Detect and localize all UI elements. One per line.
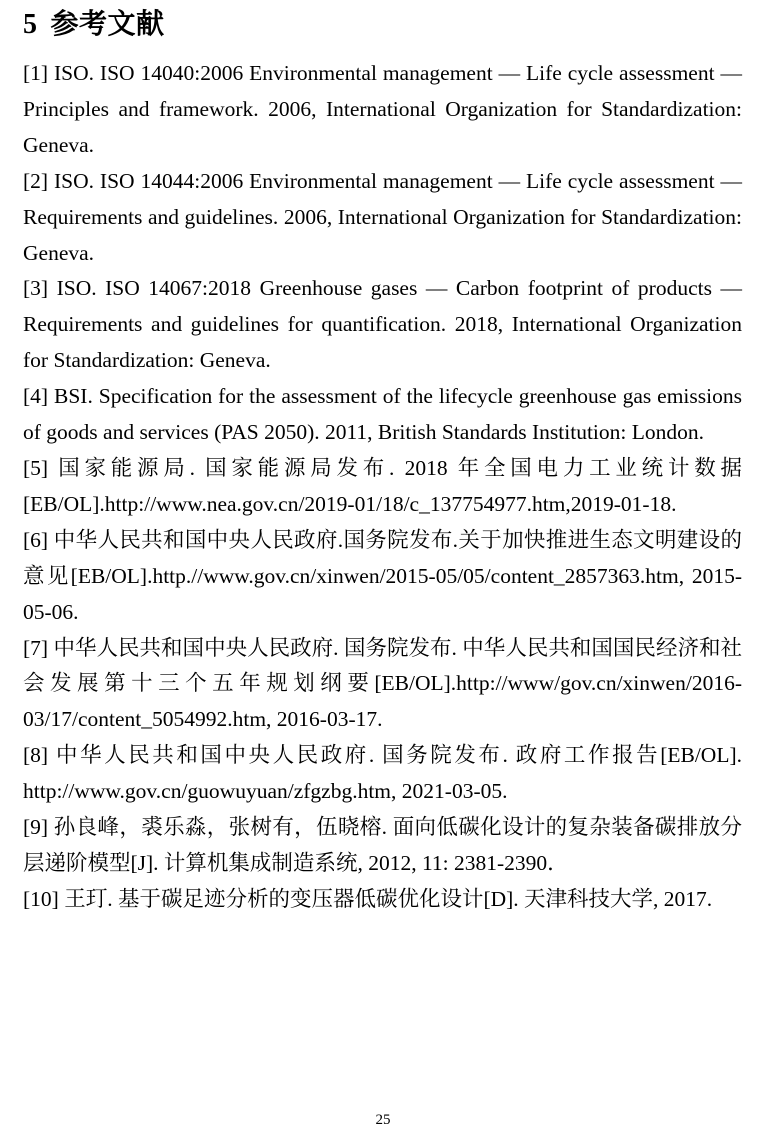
reference-item: [7] 中华人民共和国中央人民政府. 国务院发布. 中华人民共和国国民经济和社会发展第十三个五年规划纲要[EB/OL].http://www/gov.cn/xinwen/2016-03/17/content_5054992.htm, 2016-03-17.	[23, 635, 742, 732]
reference-item: [6] 中华人民共和国中央人民政府.国务院发布.关于加快推进生态文明建设的意见[EB/OL].http.//www.gov.cn/xinwen/2015-05/05/content_2857363.htm, 2015-05-06.	[23, 527, 742, 624]
reference-item: [8] 中华人民共和国中央人民政府. 国务院发布. 政府工作报告[EB/OL]. http://www.gov.cn/guowuyuan/zfgzbg.htm, 2021-03-05.	[23, 743, 742, 804]
reference-item: [10] 王玎. 基于碳足迹分析的变压器低碳优化设计[D]. 天津科技大学, 2017.	[23, 886, 713, 911]
section-heading	[23, 8, 742, 42]
reference-item: [1] ISO. ISO 14040:2006 Environmental management — Life cycle assessment — Principles and framework. 2006, International Organization for Standardization: Geneva.	[23, 61, 742, 157]
section-number: 5	[23, 9, 38, 40]
reference-item: [5] 国家能源局. 国家能源局发布. 2018 年全国电力工业统计数据[EB/OL].http://www.nea.gov.cn/2019-01/18/c_137754977.htm,2019-01-18.	[23, 455, 742, 516]
reference-item: [4] BSI. Specification for the assessment of the lifecycle greenhouse gas emissions of goods and services (PAS 2050). 2011, British Standards Institution: London.	[23, 384, 742, 445]
page-number: 25	[375, 1112, 391, 1128]
reference-item: [2] ISO. ISO 14044:2006 Environmental management — Life cycle assessment — Requirements and guidelines. 2006, International Organization for Standardization: Geneva.	[23, 168, 742, 265]
page-content	[23, 8, 742, 918]
reference-item: [9] 孙良峰，裘乐淼，张树有，伍晓榕. 面向低碳化设计的复杂装备碳排放分层递阶模型[J]. 计算机集成制造系统, 2012, 11: 2381-2390．	[23, 815, 742, 875]
reference-item: [3] ISO. ISO 14067:2018 Greenhouse gases — Carbon footprint of products — Requirements and guidelines for quantification. 2018, International Organization for Standardization: Geneva.	[23, 276, 742, 373]
references-list	[23, 56, 742, 918]
section-title: 参考文献	[50, 9, 165, 40]
